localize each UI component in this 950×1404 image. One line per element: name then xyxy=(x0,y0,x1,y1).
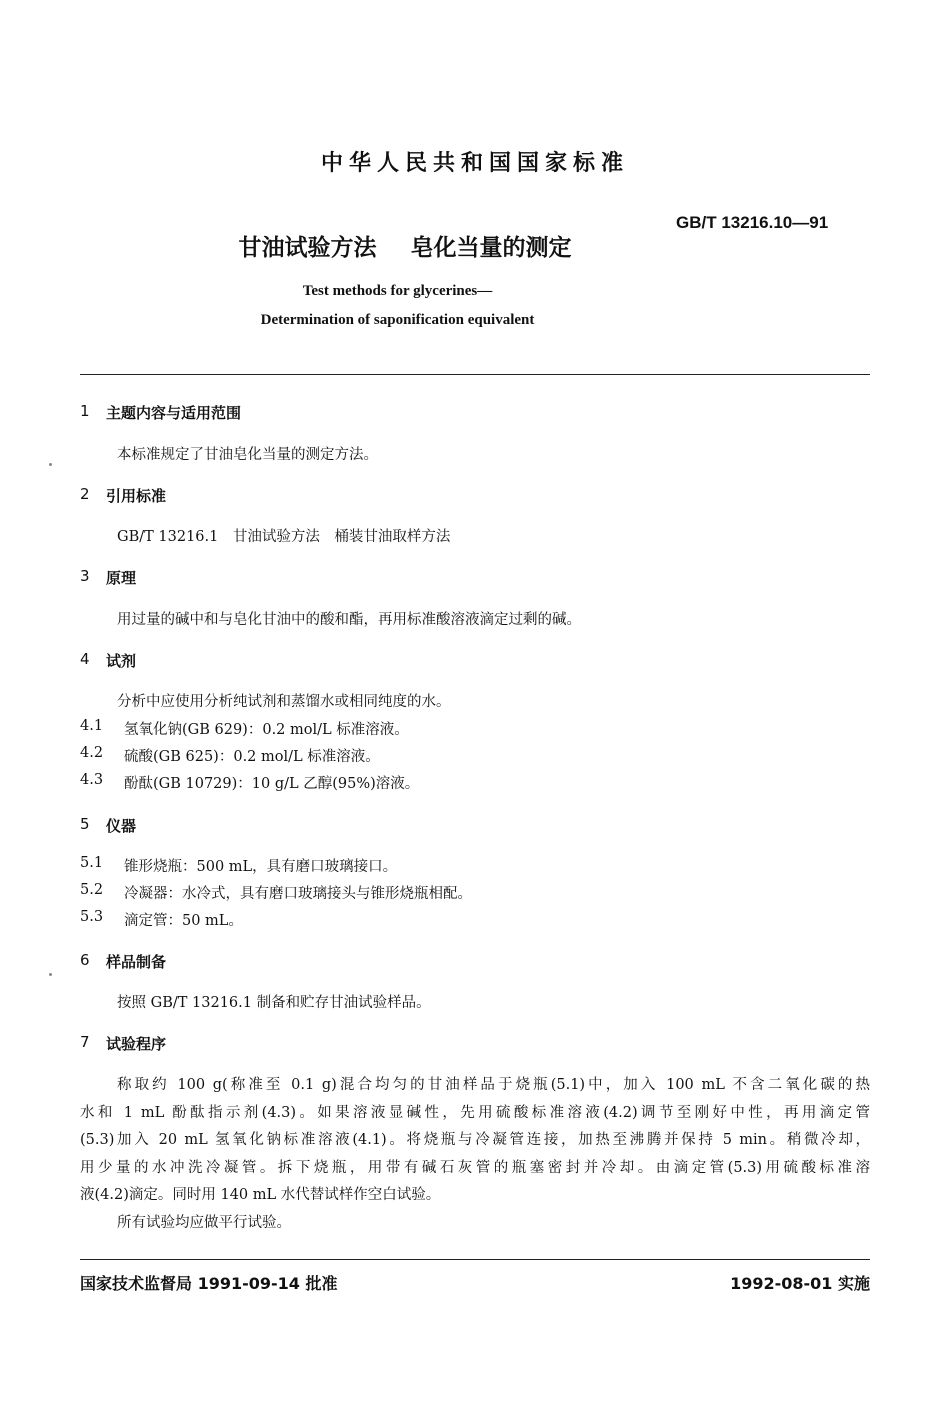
clause-text: 锥形烧瓶：500 mL，具有磨口玻璃接口。 xyxy=(124,859,398,875)
section-title: 试剂 xyxy=(106,652,137,670)
implementation-date: 1992-08-01 实施 xyxy=(730,1274,870,1293)
section-paragraph: 用过量的碱中和与皂化甘油中的酸和酯，再用标准酸溶液滴定过剩的碱。 xyxy=(117,612,581,628)
header-rule xyxy=(80,374,870,375)
clause-number: 4.2 xyxy=(80,745,104,761)
footer-rule xyxy=(80,1259,870,1260)
clause-number: 5.2 xyxy=(80,882,104,898)
clause-number: 5.3 xyxy=(80,909,104,925)
document-title-cn xyxy=(0,229,810,262)
section-paragraph: GB/T 13216.1 甘油试验方法 桶装甘油取样方法 xyxy=(117,529,451,545)
section-number: 6 xyxy=(80,951,90,969)
procedure-line: 称取约 100 g(称准至 0.1 g)混合均匀的甘油样品于烧瓶(5.1)中，加入 100 mL 不含二氧化碳的热 xyxy=(117,1077,870,1093)
clause-text: 冷凝器：水冷式，具有磨口玻璃接头与锥形烧瓶相配。 xyxy=(124,886,472,902)
procedure-note: 所有试验均应做平行试验。 xyxy=(117,1215,291,1231)
national-standard-heading: 中华人民共和国国家标准 xyxy=(320,151,629,176)
section-number: 4 xyxy=(80,650,90,668)
clause-text: 氢氧化钠(GB 629)：0.2 mol/L 标准溶液。 xyxy=(124,722,409,738)
title-cn-part2: 皂化当量的测定 xyxy=(410,235,572,261)
section-number: 7 xyxy=(80,1033,90,1051)
document-title-en-line2: Determination of saponification equivalent xyxy=(260,312,535,328)
clause-number: 5.1 xyxy=(80,855,104,871)
section-title: 引用标准 xyxy=(106,487,167,505)
section-title: 仪器 xyxy=(106,817,137,835)
section-number: 2 xyxy=(80,485,90,503)
binding-hole-mark xyxy=(49,463,52,466)
section-title: 主题内容与适用范围 xyxy=(106,404,242,422)
section-number: 1 xyxy=(80,402,90,420)
procedure-line: (5.3)加入 20 mL 氢氧化钠标准溶液(4.1)。将烧瓶与冷凝管连接，加热至沸腾并保持 5 min。稍微冷却， xyxy=(80,1132,870,1148)
clause-text: 滴定管：50 mL。 xyxy=(124,913,243,929)
document-title-en-line1: Test methods for glycerines— xyxy=(302,283,493,299)
section-paragraph: 分析中应使用分析纯试剂和蒸馏水或相同纯度的水。 xyxy=(117,694,451,710)
procedure-line: 水和 1 mL 酚酞指示剂(4.3)。如果溶液显碱性，先用硫酸标准溶液(4.2)调节至刚好中性，再用滴定管 xyxy=(80,1105,870,1121)
procedure-line: 液(4.2)滴定。同时用 140 mL 水代替试样作空白试验。 xyxy=(80,1187,441,1203)
section-title: 样品制备 xyxy=(106,953,167,971)
section-paragraph: 按照 GB/T 13216.1 制备和贮存甘油试验样品。 xyxy=(117,995,431,1011)
section-number: 5 xyxy=(80,815,90,833)
clause-text: 酚酞(GB 10729)：10 g/L 乙醇(95%)溶液。 xyxy=(124,776,420,792)
section-title: 试验程序 xyxy=(106,1035,167,1053)
clause-number: 4.1 xyxy=(80,718,104,734)
section-paragraph: 本标准规定了甘油皂化当量的测定方法。 xyxy=(117,447,378,463)
title-cn-part1: 甘油试验方法 xyxy=(238,235,377,261)
clause-number: 4.3 xyxy=(80,772,104,788)
standard-code: GB/T 13216.10—91 xyxy=(676,213,829,232)
procedure-line: 用少量的水冲洗冷凝管。拆下烧瓶，用带有碱石灰管的瓶塞密封并冷却。由滴定管(5.3)用硫酸标准溶 xyxy=(80,1160,870,1176)
section-number: 3 xyxy=(80,567,90,585)
clause-text: 硫酸(GB 625)：0.2 mol/L 标准溶液。 xyxy=(124,749,380,765)
approval-date: 国家技术监督局 1991-09-14 批准 xyxy=(80,1274,338,1293)
binding-hole-mark xyxy=(49,973,52,976)
section-title: 原理 xyxy=(106,569,137,587)
